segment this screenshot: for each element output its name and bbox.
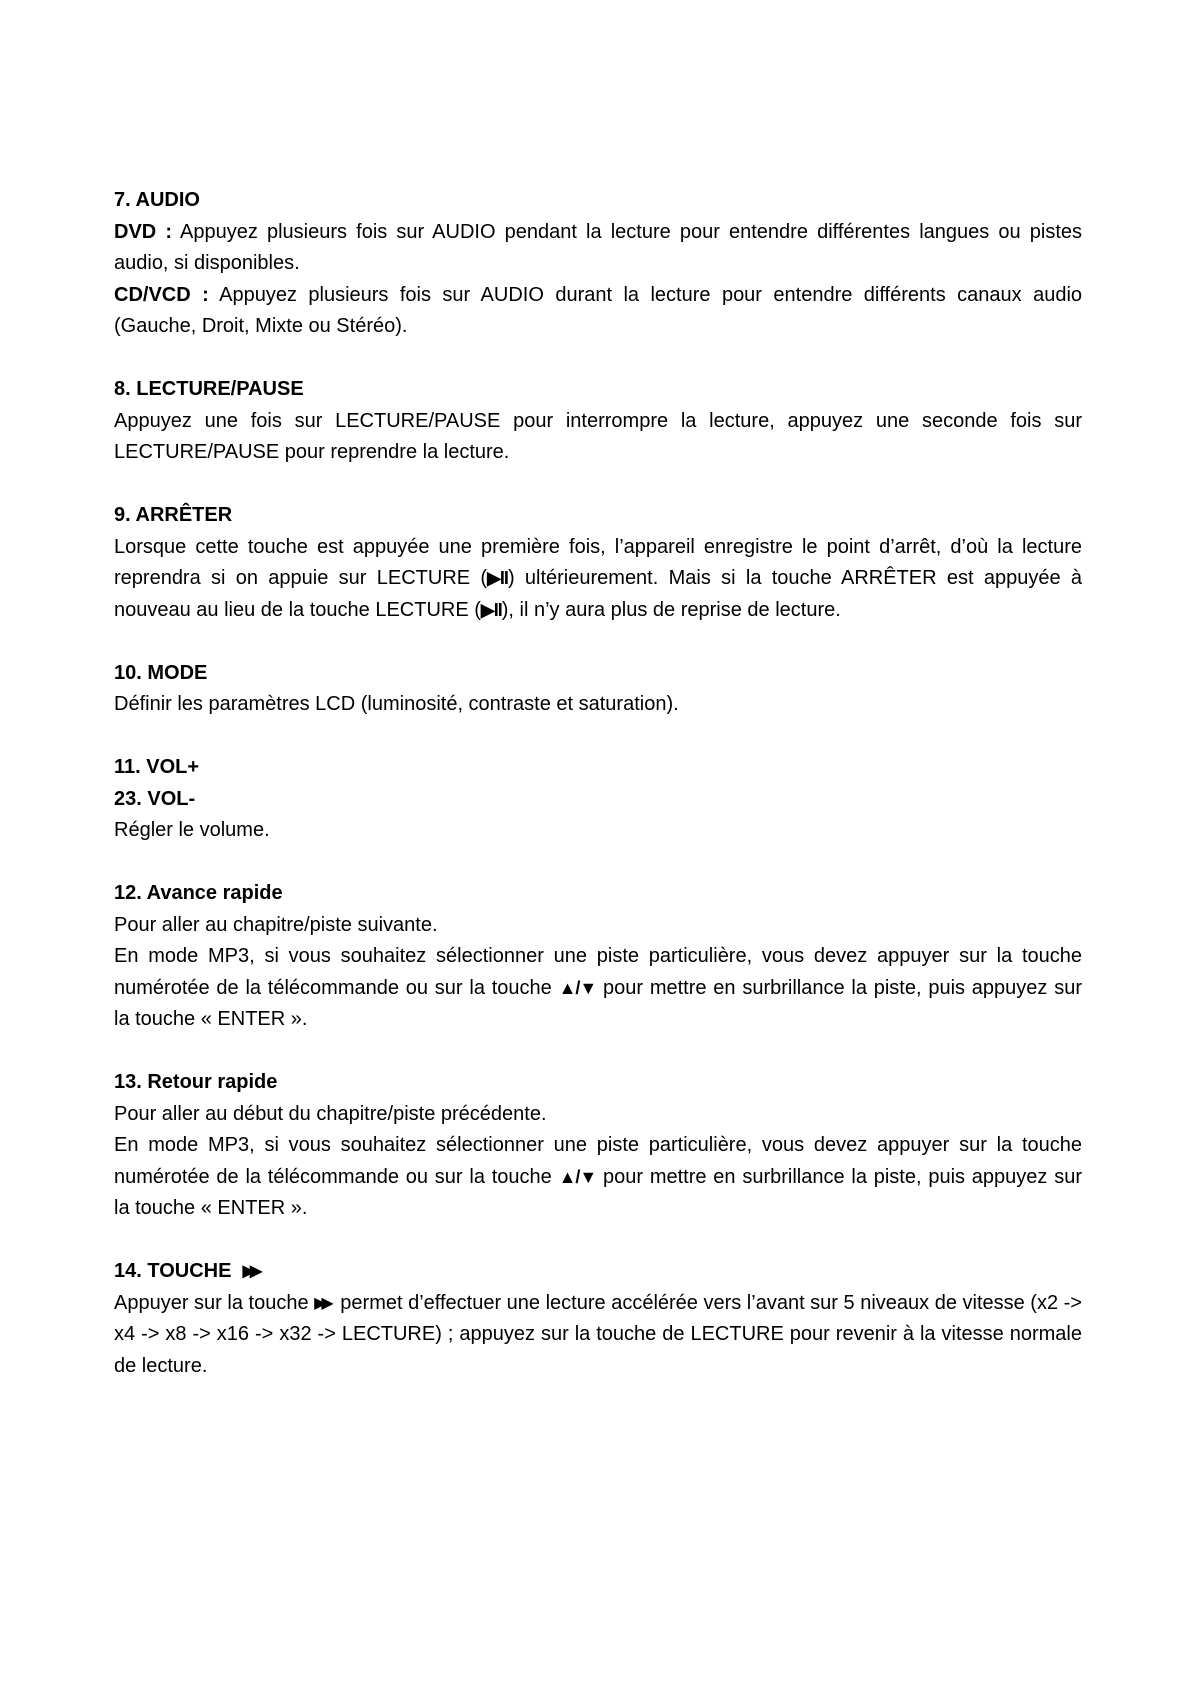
section-play-pause bbox=[114, 374, 1082, 469]
section-volume bbox=[114, 752, 1082, 847]
paragraph-mode: Définir les paramètres LCD (luminosité, contraste et saturation). bbox=[114, 693, 679, 715]
text-stop-3: ), il n’y aura plus de reprise de lecture. bbox=[501, 598, 841, 621]
text-cdvcd: Appuyez plusieurs fois sur AUDIO durant la lecture pour entendre différents canaux audio (Gauche, Droit, Mixte ou Stéréo). bbox=[114, 283, 1083, 337]
paragraph-ff-1: Pour aller au chapitre/piste suivante. bbox=[114, 913, 438, 936]
section-heading: 8. LECTURE/PAUSE bbox=[114, 378, 304, 400]
section-heading-vol-down: 23. VOL- bbox=[114, 787, 196, 810]
section-rewind bbox=[114, 1067, 1082, 1225]
paragraph-ff-2 bbox=[114, 941, 1082, 1036]
section-heading: 13. Retour rapide bbox=[114, 1071, 278, 1093]
paragraph-ff-key bbox=[114, 1288, 1082, 1383]
text-ffkey-2: permet d’effectuer une lecture accélérée vers l’avant sur 5 niveaux de vitesse (x2 -> x4 -> x8 -> x16 -> x32 -> LECTURE) ; appuyez sur la touche de LECTURE pour revenir à la vitesse normale de lecture. bbox=[114, 1291, 1082, 1377]
paragraph-dvd bbox=[114, 217, 1082, 280]
section-heading-vol-up: 11. VOL+ bbox=[114, 756, 200, 778]
text-ff-2b: pour mettre en surbrillance la piste, puis appuyez sur la touche « ENTER ». bbox=[114, 976, 1082, 1030]
text-ffkey-1: Appuyer sur la touche bbox=[114, 1291, 315, 1314]
section-heading: 7. AUDIO bbox=[114, 189, 200, 211]
text-stop-1: Lorsque cette touche est appuyée une première fois, l’appareil enregistre le point d’arrêt, d’où la lecture reprendra si on appuie sur LECTURE ( bbox=[114, 535, 1082, 589]
section-audio bbox=[114, 185, 1082, 343]
text-dvd: Appuyez plusieurs fois sur AUDIO pendant la lecture pour entendre différentes langues ou pistes audio, si disponibles. bbox=[114, 220, 1083, 274]
section-heading: 12. Avance rapide bbox=[114, 882, 283, 904]
text-rw-2b: pour mettre en surbrillance la piste, puis appuyez sur la touche « ENTER ». bbox=[114, 1165, 1082, 1219]
paragraph-rw-1: Pour aller au début du chapitre/piste précédente. bbox=[114, 1102, 547, 1125]
section-ff-key bbox=[114, 1256, 1082, 1382]
up-down-arrows-icon: ▲/▼ bbox=[558, 1166, 597, 1187]
label-cdvcd: CD/VCD : bbox=[114, 283, 209, 306]
heading-text: 14. TOUCHE bbox=[114, 1260, 232, 1282]
paragraph-play-pause: Appuyez une fois sur LECTURE/PAUSE pour interrompre la lecture, appuyez une seconde fois sur LECTURE/PAUSE pour reprendre la lecture. bbox=[114, 409, 1082, 463]
text-stop-2: ) ultérieurement. Mais si la touche ARRÊTER est appuyée à nouveau au lieu de la touche LECTURE ( bbox=[114, 567, 1082, 621]
manual-content bbox=[114, 185, 1082, 1414]
section-heading bbox=[114, 1256, 1082, 1288]
play-pause-icon: ▶II bbox=[480, 599, 502, 620]
section-mode bbox=[114, 658, 1082, 721]
paragraph-stop bbox=[114, 532, 1082, 627]
fast-forward-icon: ▶▶ bbox=[314, 1294, 329, 1312]
paragraph-cdvcd bbox=[114, 280, 1082, 343]
label-dvd: DVD : bbox=[114, 220, 173, 243]
text-rw-2a: En mode MP3, si vous souhaitez sélectionner une piste particulière, vous devez appuyer sur la touche numérotée de la télécommande ou sur la touche bbox=[114, 1134, 1082, 1188]
section-heading: 10. MODE bbox=[114, 661, 208, 684]
up-down-arrows-icon: ▲/▼ bbox=[558, 977, 597, 998]
fast-forward-icon: ▶▶ bbox=[242, 1263, 258, 1280]
play-pause-icon: ▶II bbox=[487, 568, 508, 588]
section-stop bbox=[114, 500, 1082, 626]
paragraph-rw-2 bbox=[114, 1130, 1082, 1225]
paragraph-volume: Régler le volume. bbox=[114, 819, 270, 841]
section-heading: 9. ARRÊTER bbox=[114, 504, 233, 526]
text-ff-2a: En mode MP3, si vous souhaitez sélectionner une piste particulière, vous devez appuyer sur la touche numérotée de la télécommande ou sur la touche bbox=[114, 945, 1082, 999]
section-fast-forward bbox=[114, 878, 1082, 1036]
